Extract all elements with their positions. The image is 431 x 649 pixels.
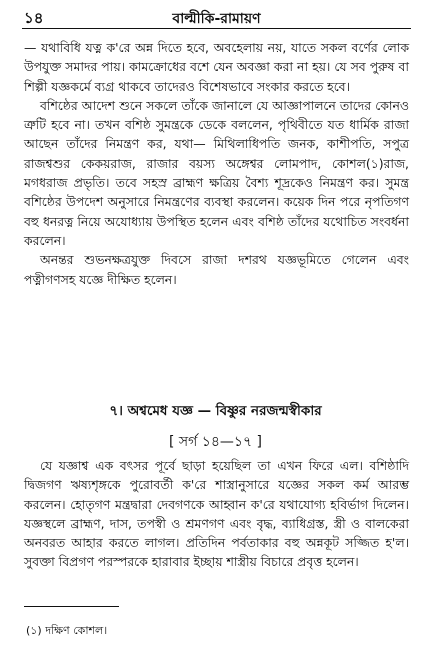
sarga-range: [ সর্গ ১৪—১৭ ] bbox=[168, 434, 263, 450]
paragraph: যে যজ্ঞাশ্ব এক বৎসর পূর্বে ছাড়া হয়েছিল তা এখন ফিরে এল। বশিষ্ঠাদি দ্বিজগণ ঋষ্যশৃঙ্গকে পুরোবর্তী ক'রে শাস্ত্রানুসারে যজ্ঞের সকল কর্ম আরম্ভ করলেন। হোতৃগণ মন্ত্রদ্বারা দেবগণকে আহ্বান ক'রে যথাযোগ্য হবির্ভাগ দিলেন। যজ্ঞস্থলে ব্রাহ্মণ, দাস, তপস্বী ও শ্রমণগণ এবং বৃদ্ধ, ব্যাধিগ্রস্ত, স্ত্রী ও বালকেরা অনবরত আহার করতে লাগল। প্রতিদিন পর্বতাকার বহু অন্নকূট সজ্জিত হ'ল। সুবক্তা বিপ্রগণ পরস্পরকে হারাবার ইচ্ছায় শাস্ত্রীয় বিচারে প্রবৃত্ত হলেন। bbox=[24, 458, 409, 570]
footnote: (১) দক্ষিণ কোশল। bbox=[26, 624, 108, 637]
running-title: বাল্মীকি-রামায়ণ bbox=[172, 11, 261, 27]
section-heading: ৭। অশ্বমেধ যজ্ঞ — বিষ্ণুর নরজন্মস্বীকার bbox=[109, 403, 322, 419]
page-number: ১৪ bbox=[24, 9, 44, 27]
page-header bbox=[24, 7, 409, 27]
body-text-bottom bbox=[24, 456, 409, 572]
body-text-top bbox=[24, 38, 409, 289]
paragraph: অনন্তর শুভনক্ষত্রযুক্ত দিবসে রাজা দশরথ যজ্ঞভূমিতে গেলেন এবং পত্নীগণসহ যজ্ঞে দীক্ষিত হলেন। bbox=[24, 252, 409, 287]
header-rule bbox=[22, 28, 411, 29]
paragraph: — যথাবিধি যত্ন ক'রে অন্ন দিতে হবে, অবহেলায় নয়, যাতে সকল বর্ণের লোক উপযুক্ত সমাদর পায়। কামক্রোধের বশে যেন অবজ্ঞা করা না হয়। যে সব পুরুষ বা শিল্পী যজ্ঞকর্মে ব্যগ্র থাকবে তাদেরও বিশেষভাবে সংকার করতে হবে। bbox=[24, 40, 409, 94]
paragraph: বশিষ্ঠের আদেশ শুনে সকলে তাঁকে জানালে যে আজ্ঞাপালনে তাদের কোনও ত্রুটি হবে না। তখন বশিষ্ঠ সুমন্ত্রকে ডেকে বললেন, পৃথিবীতে যত ধার্মিক রাজা আছেন তাঁদের নিমন্ত্রণ কর, যথা— মিথিলাধিপতি জনক, কাশীপতি, সপুত্র রাজশ্বশুর কেকয়রাজ, রাজার বয়স্য অঙ্গেশ্বর লোমপাদ, কোশল(১)রাজ, মগধরাজ প্রভৃতি। তবে সহস্র ব্রাহ্মণ ক্ষত্রিয় বৈশ্য শূদ্রকেও নিমন্ত্রণ কর। সুমন্ত্র বশিষ্ঠের উপদেশ অনুসারে নিমন্ত্রণের ব্যবস্থা করলেন। কয়েক দিন পরে নৃপতিগণ বহু ধনরত্ন নিয়ে অযোধ্যায় উপস্থিত হলেন এবং বশিষ্ঠ তাঁদের যথোচিত সংবর্ধনা করলেন। bbox=[24, 97, 409, 248]
footnote-rule bbox=[24, 606, 119, 607]
